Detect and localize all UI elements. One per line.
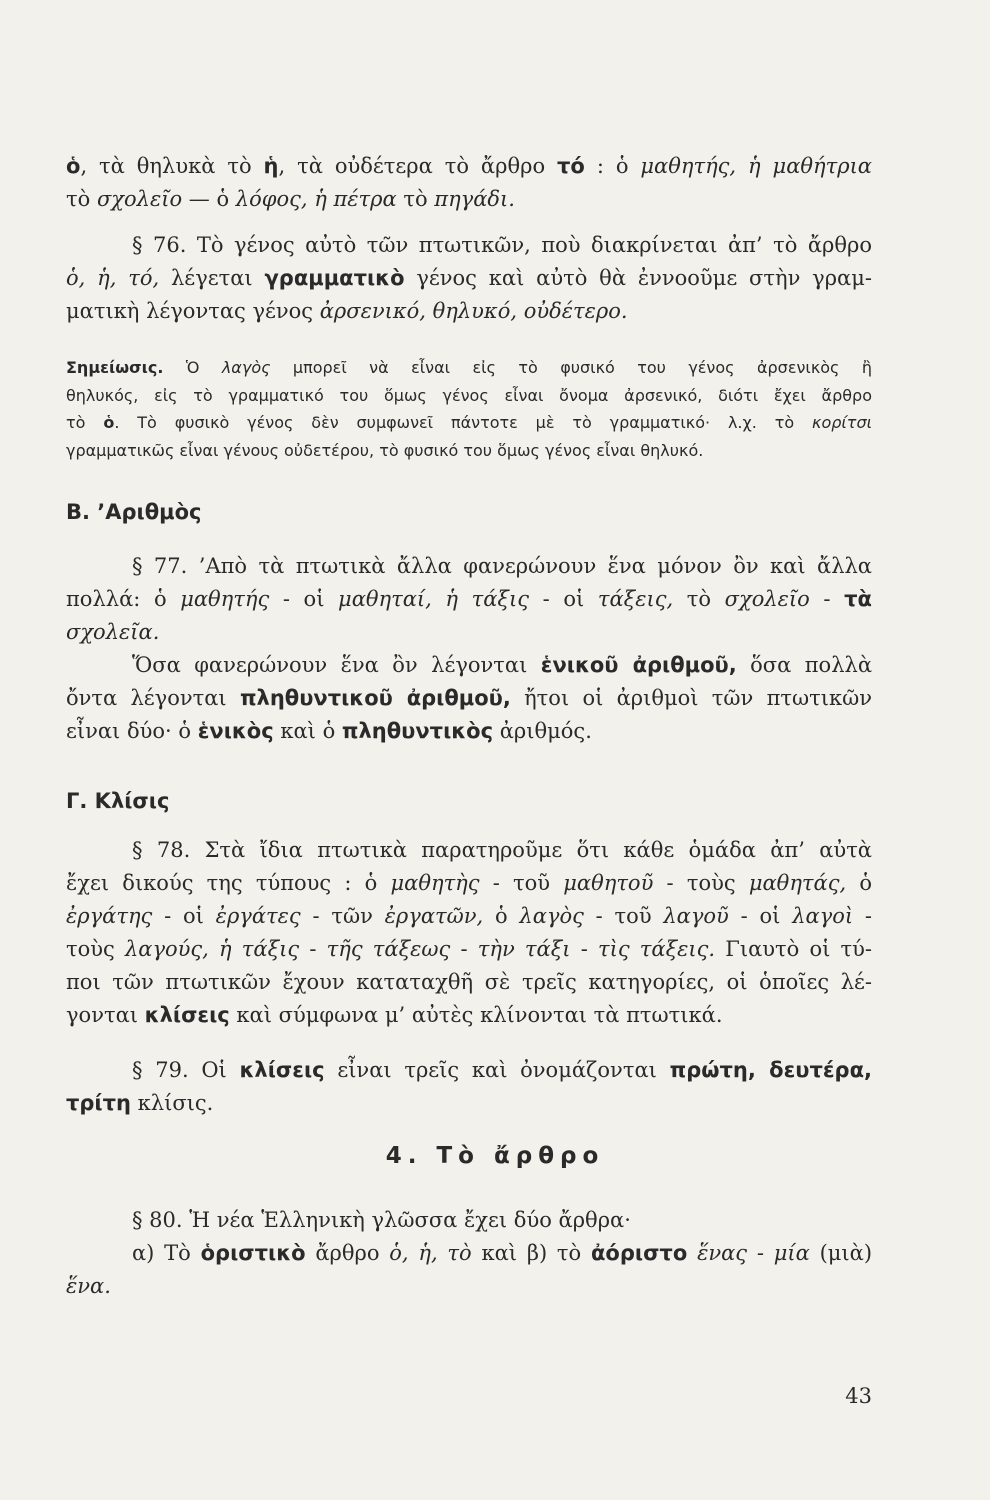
text-line: § 76. Τὸ γένος αὐτὸ τῶν πτωτικῶν, ποὺ διακρίνεται ἀπ’ τὸ ἄρθρο [132,233,872,257]
section-79 [66,1054,872,1120]
text-line: ἐργάτης - οἱ ἐργάτες - τῶν ἐργατῶν, ὁ λαγὸς - τοῦ λαγοῦ - οἱ λαγοὶ - [66,904,872,928]
text-line: πολλά: ὁ μαθητής - οἱ μαθηταί, ἡ τάξις - οἱ τάξεις, τὸ σχολεῖο - τὰ [66,587,872,611]
text-line: θηλυκός, εἰς τὸ γραμματικό του ὅμως γένος εἶναι ὄνομα ἀρσενικό, διότι ἔχει ἄρθρο [66,385,872,405]
text-line: ἔχει δικούς της τύπους : ὁ μαθητὴς - τοῦ μαθητοῦ - τοὺς μαθητάς, ὁ [66,871,872,895]
text-line: Ὅσα φανερώνουν ἕνα ὂν λέγονται ἑνικοῦ ἀριθμοῦ, ὅσα πολλὰ [132,653,872,677]
text-line: τοὺς λαγούς, ἡ τάξις - τῆς τάξεως - τὴν τάξι - τὶς τάξεις. Γιαυτὸ οἱ τύ- [66,937,873,961]
text-line: ἕνα. [66,1274,111,1298]
note-paragraph [66,354,872,464]
text-line: εἶναι δύο· ὁ ἑνικὸς καὶ ὁ πληθυντικὸς ἀριθμός. [66,719,592,743]
section-77 [66,550,872,748]
text-line: σχολεῖα. [66,620,160,644]
text-line: § 79. Οἱ κλίσεις εἶναι τρεῖς καὶ ὀνομάζονται πρώτη, δευτέρα, [132,1058,872,1082]
text-line: τὸ σχολεῖο — ὁ λόφος, ἡ πέτρα τὸ πηγάδι. [66,187,515,211]
text-line: ποι τῶν πτωτικῶν ἔχουν καταταχθῆ σὲ τρεῖς κατηγορίες, οἱ ὁποῖες λέ- [66,970,872,994]
heading-klisis: Γ. Κλίσις [66,789,170,813]
text-line: § 78. Στὰ ἴδια πτωτικὰ παρατηροῦμε ὅτι κάθε ὁμάδα ἀπ’ αὐτὰ [132,838,872,862]
chapter-heading: 4. Τὸ ἄρθρο [385,1143,605,1169]
heading-arithmos: Β. ’Αριθμὸς [66,500,202,524]
text-line: § 80. Ἡ νέα Ἑλληνικὴ γλῶσσα ἔχει δύο ἄρθρα· [132,1208,631,1232]
text-line: α) Τὸ ὁριστικὸ ἄρθρο ὁ, ἡ, τὸ καὶ β) τὸ ἀόριστο ἕνας - μία (μιὰ) [132,1241,873,1265]
section-78 [66,834,872,1032]
text-line: ὁ, τὰ θηλυκὰ τὸ ἡ, τὰ οὐδέτερα τὸ ἄρθρο τό : ὁ μαθητής, ἡ μαθήτρια [66,154,872,178]
text-line: ὁ, ἡ, τό, λέγεται γραμματικὸ γένος καὶ αὐτὸ θὰ ἐννοοῦμε στὴν γραμ- [66,266,872,290]
text-line: γονται κλίσεις καὶ σύμφωνα μ’ αὐτὲς κλίνονται τὰ πτωτικά. [66,1003,723,1027]
page-number: 43 [845,1384,872,1408]
text-line: ματικὴ λέγοντας γένος ἀρσενικό, θηλυκό, οὐδέτερο. [66,299,628,323]
text-line: γραμματικῶς εἶναι γένους οὐδετέρου, τὸ φυσικό του ὅμως γένος εἶναι θηλυκό. [66,440,704,460]
text-line: τρίτη κλίσις. [66,1091,214,1115]
section-80 [66,1204,872,1303]
section-76 [66,229,872,328]
text-line: τὸ ὁ. Τὸ φυσικὸ γένος δὲν συμφωνεῖ πάντοτε μὲ τὸ γραμματικό· λ.χ. τὸ κορίτσι [66,413,872,432]
intro-paragraph [66,150,872,216]
text-line: ὄντα λέγονται πληθυντικοῦ ἀριθμοῦ, ἤτοι οἱ ἀριθμοὶ τῶν πτωτικῶν [66,686,872,710]
text-line: § 77. ’Απὸ τὰ πτωτικὰ ἄλλα φανερώνουν ἕνα μόνον ὂν καὶ ἄλλα [132,554,872,578]
text-line: Σημείωσις. Ὁ λαγὸς μπορεῖ νὰ εἶναι εἰς τὸ φυσικό του γένος ἀρσενικὸς ἢ [66,358,872,377]
